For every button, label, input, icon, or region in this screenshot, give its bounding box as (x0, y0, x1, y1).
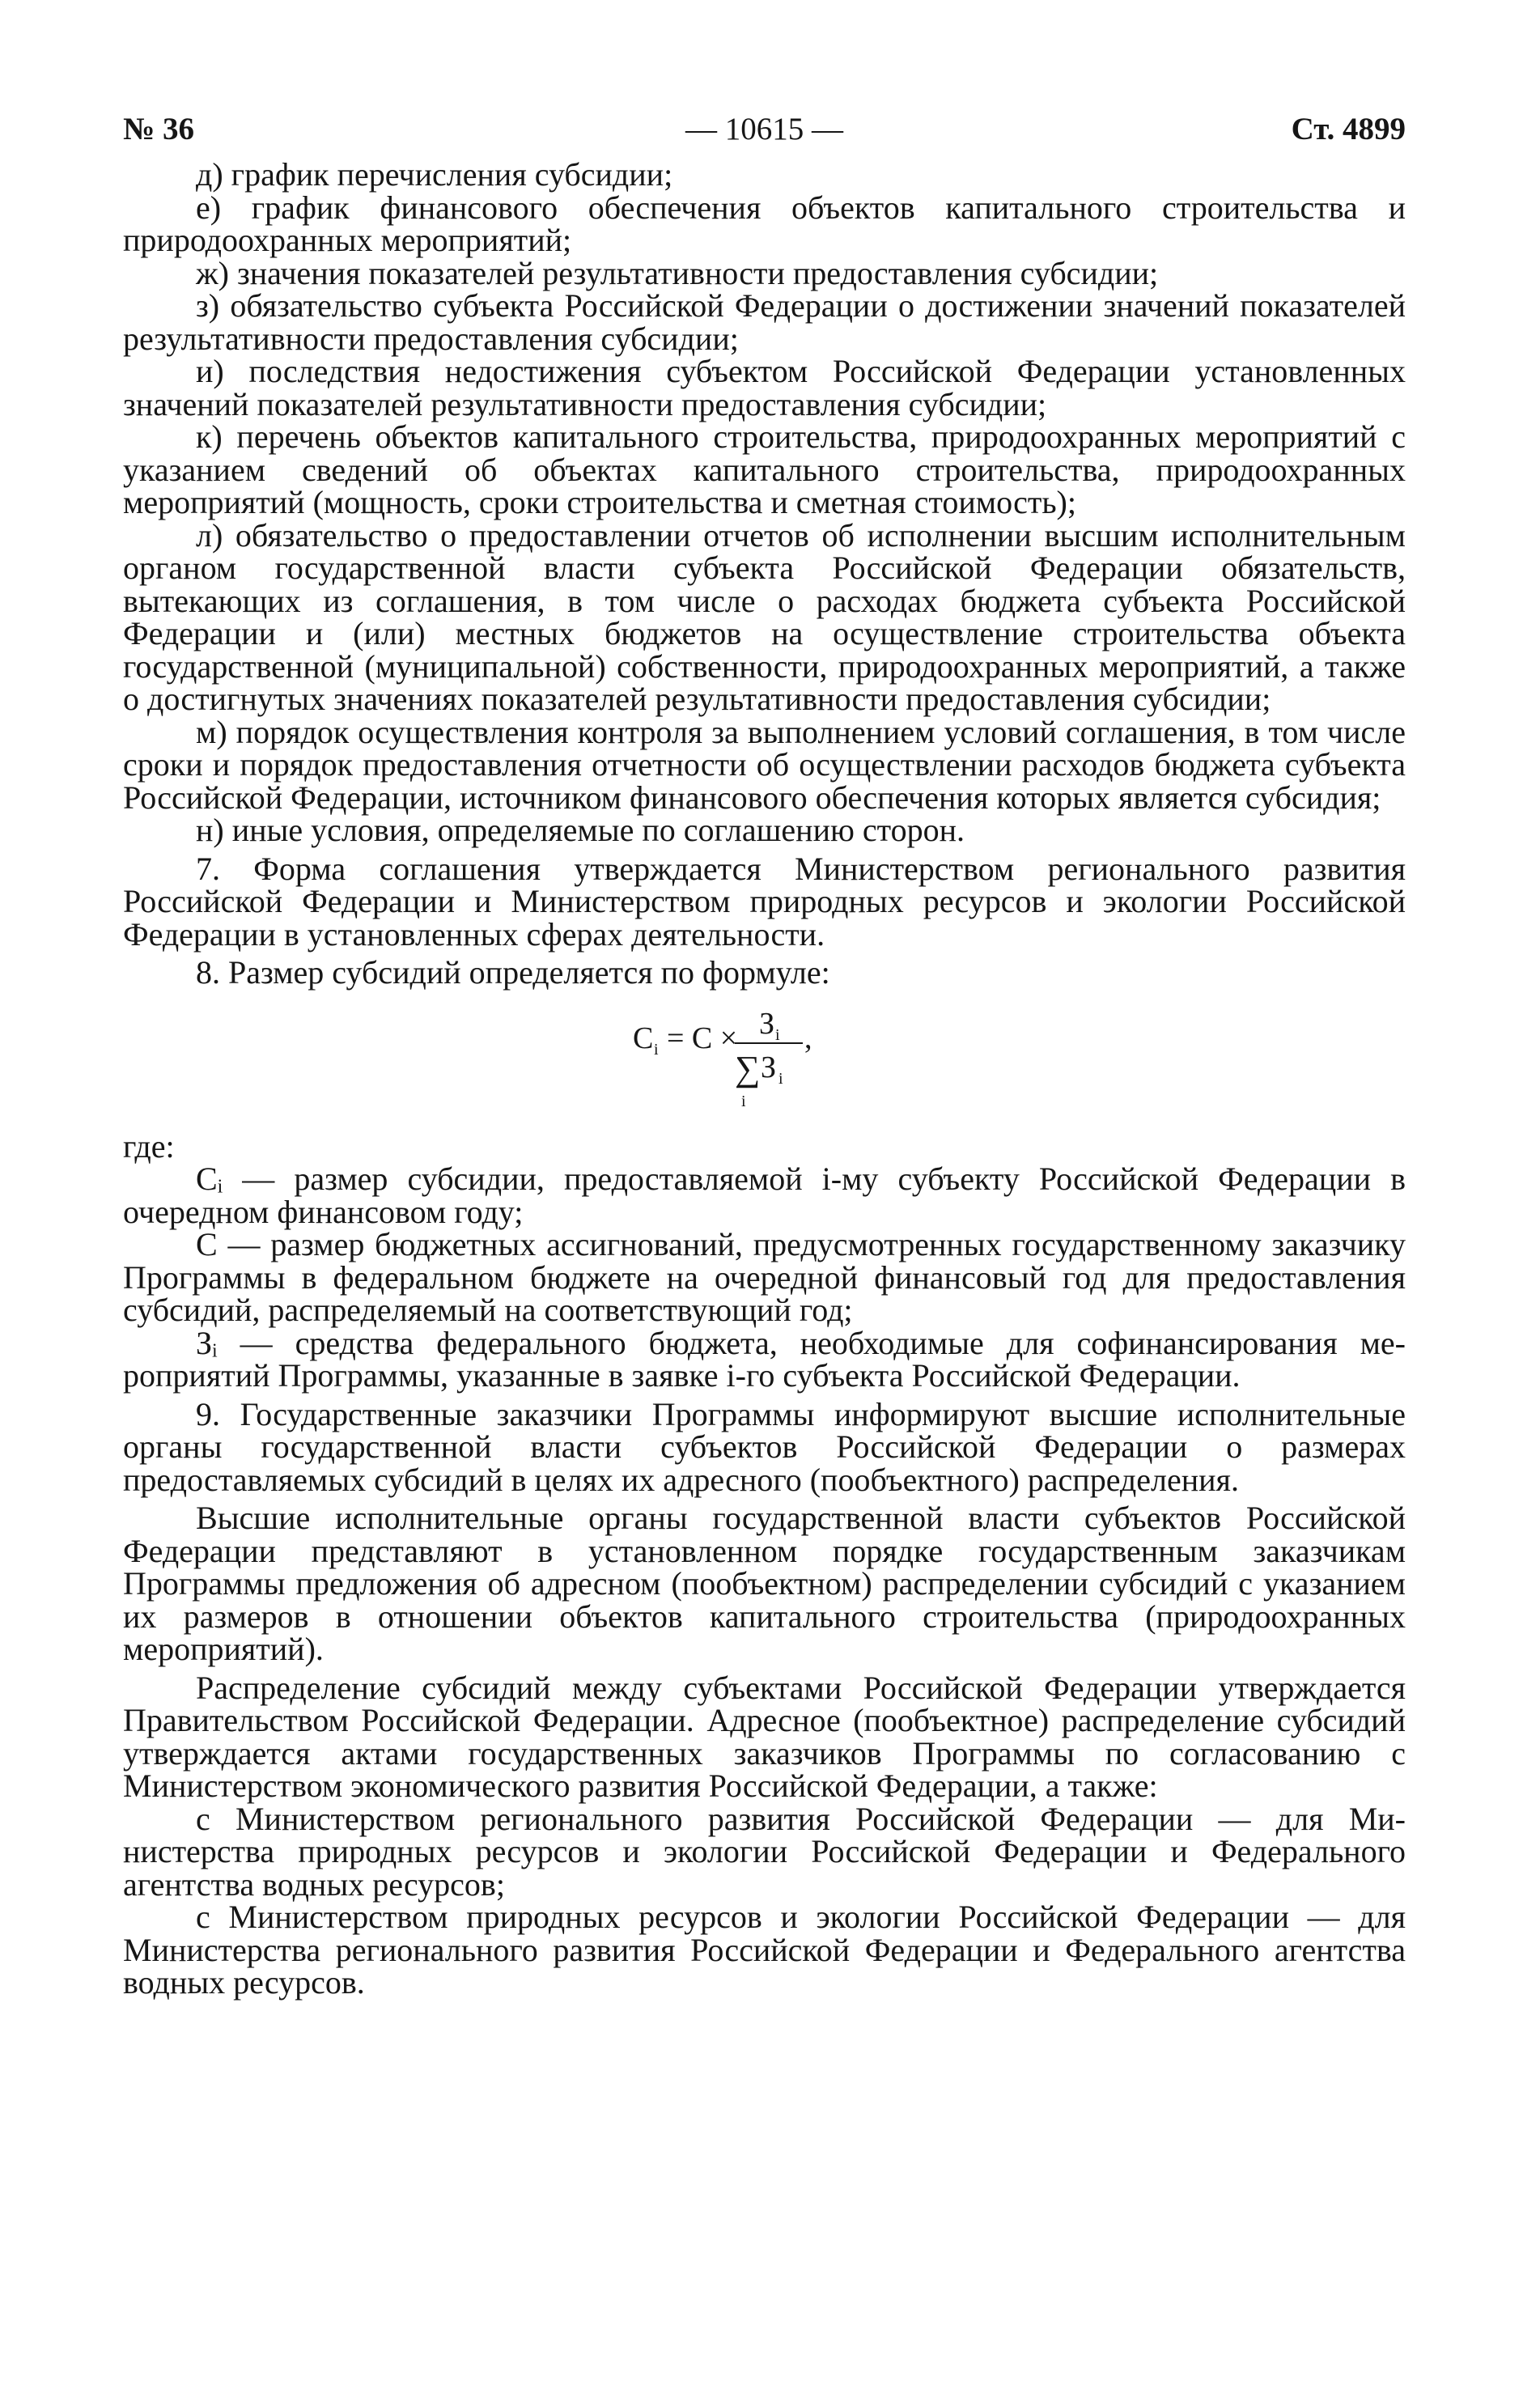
paragraph-7: 7. Форма соглашения утверждается Министерством регионального развития Российской Федерации и Министерством природных ресурсов и экологии Российской Федерации в установленных сферах деятельности. (123, 850, 1406, 953)
formula-numerator: З (759, 1006, 775, 1041)
sum-symbol: ∑ (735, 1048, 761, 1088)
sum-index: i (741, 1092, 746, 1110)
paragraph-d: д) график перечисления субсидии; (196, 156, 673, 193)
formula-lhs-sub: i (654, 1040, 659, 1059)
page-header (123, 104, 1406, 155)
definition-zi: Зᵢ — средства федерального бюджета, необходимые для софинансирования мероприятий Программы, указанные в заявке i-го субъекта Российской Федерации. (123, 1324, 1406, 1394)
article-number: Ст. 4899 (1291, 112, 1406, 146)
paragraph-n: н) иные условия, определяемые по соглашению сторон. (196, 812, 965, 848)
formula-denominator: З (761, 1050, 777, 1084)
paragraph-9-4: с Министерством регионального развития Российской Федерации — для Министерства природных ресурсов и экологии Российской Федерации и Федерального агентства водных ресурсов; (123, 1800, 1406, 1903)
formula-lhs: C (633, 1021, 654, 1055)
paragraph-m: м) порядок осуществления контроля за выполнением условий соглашения, в том числе сроки и порядок предоставления отчетности об осуществлении расходов бюджета субъекта Российской Федерации, источником финансового обеспечения которых является субсидия; (123, 713, 1406, 816)
paragraph-zh: ж) значения показателей результативности предоставления субсидии; (196, 254, 1159, 291)
paragraph-l: л) обязательство о предоставлении отчетов об исполнении высшим исполнительным органом государственной власти субъекта Российской Федерации обязательств, вытекающих из соглашения, в том числе о расходах бюджета субъекта Российской Федерации и (или) местных бюджетов на осуществление строительства объекта государственной (муниципальной) собственности, природоохранных мероприятий, а также о достигнутых значениях показателей результативности предоставления субсидии; (123, 516, 1406, 717)
formula-equals-times: = C × (667, 1021, 738, 1055)
formula-numerator-sub: i (775, 1025, 780, 1044)
paragraph-9-2: Высшие исполнительные органы государственной власти субъектов Российской Федерации представляют в установленном порядке государственным заказчикам Программы предложения об адресном (пообъектном) распределении субсидий с указанием их размеров в отношении объектов капитального строительства (природоохранных мероприятий). (123, 1500, 1406, 1667)
formula-svg (633, 996, 843, 1126)
issue-number: № 36 (123, 112, 194, 146)
document-body (123, 156, 1406, 2001)
definition-ci: Cᵢ — размер субсидии, предоставляемой i-му субъекту Российской Федерации в очередном финансовом году; (123, 1161, 1406, 1230)
definition-c: С — размер бюджетных ассигнований, предусмотренных государственному заказчику Программы в федеральном бюджете на очередной финансовый год для предоставления субсидий, распределяемый на соответствующий год; (123, 1226, 1406, 1328)
paragraph-9-3: Распределение субсидий между субъектами Российской Федерации утверждается Правительством Российской Федерации. Адресное (пообъектное) распределение субсидий утверждается актами государственных заказчиков Программы по согласованию с Министерством экономического развития Российской Федерации, а также: (123, 1669, 1406, 1804)
paragraph-z: з) обязательство субъекта Российской Федерации о достижении значений показателей результативности предоставления субсидии; (123, 287, 1406, 357)
paragraph-9-5: с Министерством природных ресурсов и экологии Российской Федерации — для Министерства регионального развития Российской Федерации и Федерального агентства водных ресурсов. (123, 1899, 1406, 2001)
paragraph-9: 9. Государственные заказчики Программы информируют высшие исполнительные органы государственной власти субъектов Российской Федерации о размерах предоставляемых субсидий в целях их адресного (пообъектного) распределения. (123, 1395, 1406, 1498)
subsidy-formula (123, 996, 1406, 1126)
formula-denominator-sub: i (778, 1069, 783, 1088)
paragraph-8: 8. Размер субсидий определяется по формуле: (196, 954, 830, 991)
where-label: где: (123, 1127, 175, 1165)
formula-comma: , (804, 1021, 812, 1055)
paragraph-i: и) последствия недостижения субъектом Российской Федерации установленных значений показателей результативности предоставления субсидии; (123, 353, 1406, 422)
paragraph-e: е) график финансового обеспечения объектов капитального строительства и природоохранных мероприятий; (123, 189, 1406, 258)
page-number: — 10615 — (685, 112, 843, 146)
paragraph-k: к) перечень объектов капитального строительства, природоохранных мероприятий с указанием сведений об объектах капитального строительства, природоохранных мероприятий (мощность, сроки строительства и сметная стоимость); (123, 418, 1406, 520)
